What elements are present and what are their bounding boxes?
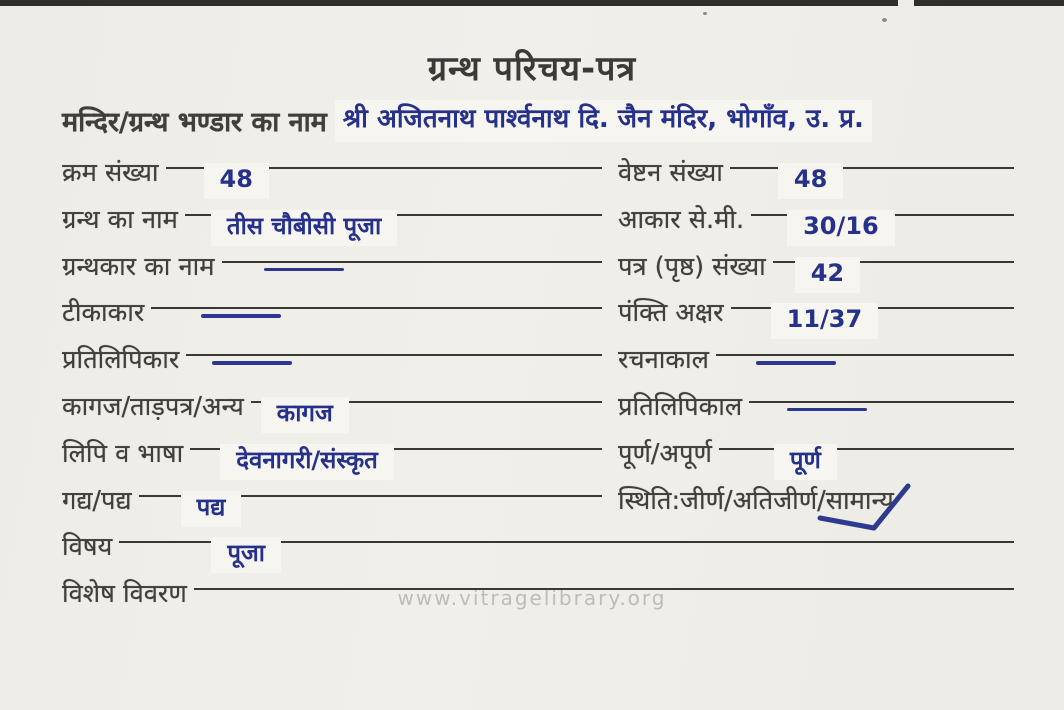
field-label: विषय — [62, 532, 113, 563]
field-sthiti-condition — [618, 486, 1014, 518]
field-value: पद्य — [181, 491, 242, 527]
field-value: 11/37 — [771, 303, 879, 339]
form-row — [62, 345, 1014, 392]
field-line — [751, 211, 1014, 240]
field-kram-sankhya — [62, 158, 602, 193]
condition-options: स्थिति:जीर्ण/अतिजीर्ण/ — [618, 485, 826, 516]
field-aakar — [618, 204, 1014, 240]
field-line — [731, 305, 1014, 334]
field-tikakar — [62, 298, 602, 330]
field-vishesh-vivran — [62, 579, 1014, 611]
field-patra-sankhya — [618, 251, 1014, 287]
blank-dash-mark — [212, 361, 292, 364]
field-line — [139, 492, 602, 521]
field-line — [119, 539, 1014, 568]
field-veshtan-sankhya — [618, 158, 1014, 193]
field-pratilipikaal — [618, 392, 1014, 424]
field-line — [222, 261, 602, 263]
field-line — [186, 354, 602, 356]
field-label: प्रतिलिपिकाल — [618, 391, 743, 422]
field-label: लिपि व भाषा — [62, 438, 184, 469]
blank-dash-mark — [787, 408, 867, 411]
form-row — [62, 439, 1014, 486]
field-value: देवनागरी/संस्कृत — [220, 444, 394, 480]
field-line — [190, 445, 602, 474]
field-kagaj-tadpatra — [62, 391, 602, 427]
field-value: कागज — [261, 397, 349, 433]
field-label: वेष्टन संख्या — [618, 158, 723, 188]
field-purn-apurn — [618, 438, 1014, 474]
field-line — [716, 354, 1014, 356]
field-line — [151, 307, 602, 309]
field-label: आकार से.मी. — [618, 204, 745, 235]
field-pratilipikar — [62, 345, 602, 377]
field-label: पूर्ण/अपूर्ण — [618, 438, 712, 469]
field-value: 48 — [204, 163, 269, 199]
field-line — [749, 401, 1014, 403]
form-row — [62, 158, 1014, 205]
form-title: ग्रन्थ परिचय-पत्र — [427, 49, 637, 89]
bhandar-name-label: मन्दिर/ग्रन्थ भण्डार का नाम — [62, 107, 327, 138]
field-value: पूर्ण — [774, 444, 837, 480]
field-label: ग्रन्थकार का नाम — [62, 251, 215, 282]
form-row — [62, 205, 1014, 252]
field-line — [185, 211, 602, 240]
field-granth-naam — [62, 204, 602, 240]
field-pankti-akshar — [618, 298, 1014, 334]
field-granthkar-naam — [62, 252, 602, 284]
blank-dash-mark — [201, 314, 281, 317]
field-label: टीकाकार — [62, 298, 145, 329]
condition-label — [618, 486, 894, 518]
watermark-text: www.vitragelibrary.org — [397, 586, 667, 610]
field-value: 30/16 — [787, 210, 895, 246]
field-line — [251, 398, 602, 427]
form-row — [62, 486, 1014, 533]
field-line — [773, 258, 1014, 287]
scan-edge-notch — [898, 0, 914, 6]
scan-speck — [703, 12, 707, 15]
field-value: तीस चौबीसी पूजा — [211, 210, 397, 246]
field-label: क्रम संख्या — [62, 158, 159, 188]
blank-dash-mark — [756, 361, 836, 364]
field-line — [730, 165, 1014, 193]
field-vishay — [62, 532, 1014, 568]
field-value: 42 — [795, 257, 860, 293]
field-label: प्रतिलिपिकार — [62, 345, 180, 376]
field-value: 48 — [778, 163, 843, 199]
field-label: रचनाकाल — [618, 345, 709, 376]
field-label: गद्य/पद्य — [62, 485, 132, 516]
form-row — [62, 392, 1014, 439]
scan-speck — [882, 18, 887, 22]
form-fields — [62, 158, 1014, 626]
field-line — [194, 588, 1014, 590]
field-label: पंक्ति अक्षर — [618, 298, 724, 329]
condition-checked-option: सामान्य — [826, 486, 894, 518]
bhandar-name-value: श्री अजितनाथ पार्श्वनाथ दि. जैन मंदिर, भोगाँव, उ. प्र. — [335, 100, 872, 142]
form-row — [62, 252, 1014, 299]
field-line — [166, 165, 603, 193]
field-label: ग्रन्थ का नाम — [62, 204, 178, 235]
field-label: पत्र (पृष्ठ) संख्या — [618, 251, 766, 282]
form-row — [62, 298, 1014, 345]
form-row — [62, 532, 1014, 579]
field-label: विशेष विवरण — [62, 579, 187, 610]
field-line — [719, 445, 1014, 474]
field-value: पूजा — [211, 537, 281, 573]
field-lipi-bhasha — [62, 438, 602, 474]
field-rachnakaal — [618, 345, 1014, 377]
field-label: कागज/ताड़पत्र/अन्य — [62, 391, 244, 422]
field-gadya-padya — [62, 485, 602, 521]
bhandar-name-row — [62, 106, 1024, 140]
form-row — [62, 579, 1014, 626]
blank-dash-mark — [264, 268, 344, 271]
